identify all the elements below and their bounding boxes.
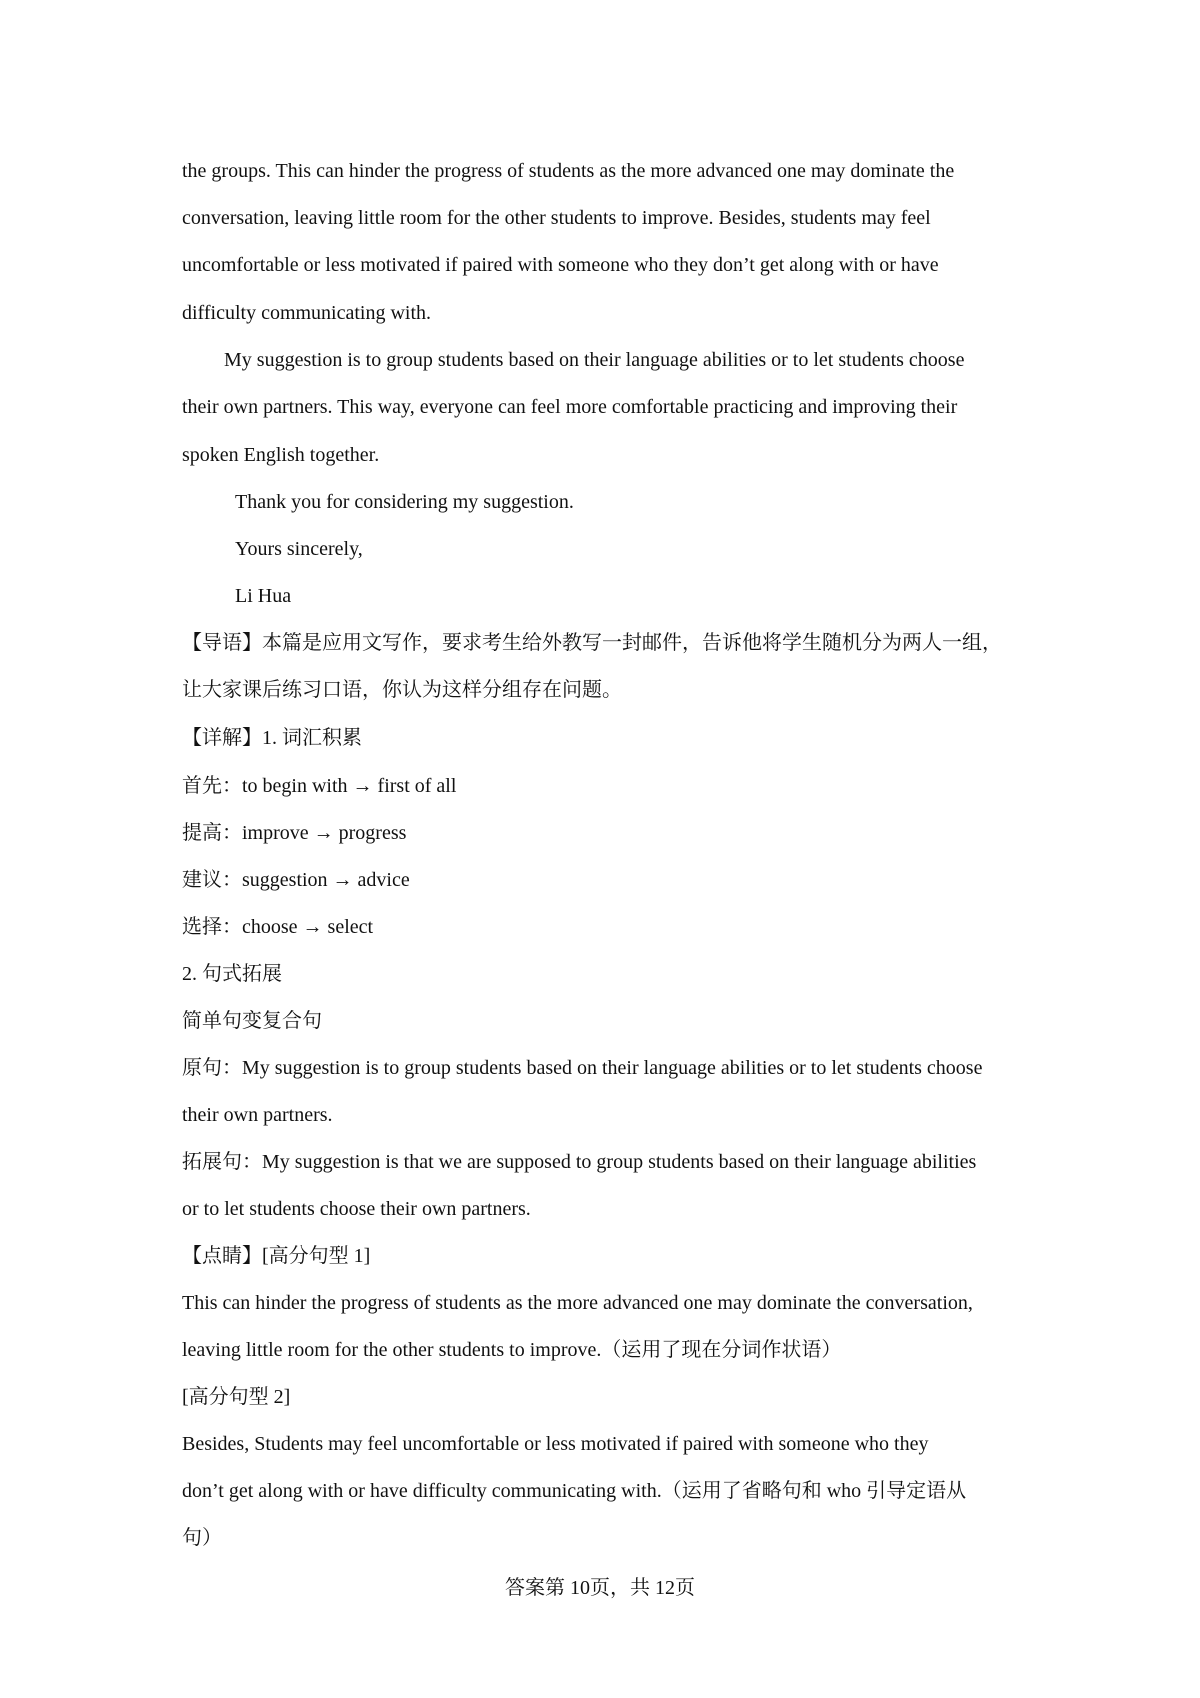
vocab-item: 首先：to begin with → first of all — [182, 775, 457, 797]
expanded-sentence-line: 拓展句：My suggestion is that we are supposed to group students based on their language abilities — [182, 1151, 977, 1173]
letter-para2-line: their own partners. This way, everyone can feel more comfortable practicing and improving their — [182, 396, 958, 418]
highlight-heading: 【点睛】[高分句型 1] — [182, 1245, 371, 1267]
letter-closing: Yours sincerely, — [235, 538, 363, 560]
letter-para1-line: conversation, leaving little room for the other students to improve. Besides, students may feel — [182, 207, 931, 229]
highlight-sentence-1-line: This can hinder the progress of students as the more advanced one may dominate the conversation, — [182, 1292, 973, 1314]
original-sentence-line: 原句：My suggestion is to group students based on their language abilities or to let students choose — [182, 1057, 983, 1079]
page-number: 答案第 10页，共 12页 — [505, 1577, 695, 1599]
guide-line: 让大家课后练习口语，你认为这样分组存在问题。 — [182, 679, 622, 701]
highlight-sentence-2-line: don’t get along with or have difficulty communicating with.（运用了省略句和 who 引导定语从 — [182, 1480, 967, 1502]
letter-para2-line: My suggestion is to group students based on their language abilities or to let students choose — [224, 349, 965, 371]
letter-signature: Li Hua — [235, 585, 292, 607]
vocab-item: 选择：choose → select — [182, 916, 374, 938]
letter-para1-line: the groups. This can hinder the progress of students as the more advanced one may dominate the — [182, 160, 955, 182]
guide-line: 【导语】本篇是应用文写作，要求考生给外教写一封邮件，告诉他将学生随机分为两人一组， — [182, 632, 1002, 654]
vocab-item: 建议：suggestion → advice — [182, 869, 410, 891]
letter-thanks: Thank you for considering my suggestion. — [235, 491, 574, 513]
letter-para1-line: uncomfortable or less motivated if paired with someone who they don’t get along with or have — [182, 254, 939, 276]
letter-para2-line: spoken English together. — [182, 444, 380, 466]
highlight-sentence-2-line: Besides, Students may feel uncomfortable or less motivated if paired with someone who they — [182, 1433, 929, 1455]
letter-para1-line: difficulty communicating with. — [182, 302, 432, 324]
detail-heading: 【详解】1. 词汇积累 — [182, 727, 362, 749]
vocab-item: 提高：improve → progress — [182, 822, 407, 844]
highlight-sentence-2-heading: [高分句型 2] — [182, 1386, 291, 1408]
expanded-sentence-line: or to let students choose their own partners. — [182, 1198, 531, 1220]
section-2-heading: 2. 句式拓展 — [182, 963, 282, 985]
original-sentence-line: their own partners. — [182, 1104, 333, 1126]
highlight-sentence-2-line: 句） — [182, 1527, 222, 1549]
highlight-sentence-1-line: leaving little room for the other students to improve.（运用了现在分词作状语） — [182, 1339, 842, 1361]
subheading: 简单句变复合句 — [182, 1010, 322, 1032]
